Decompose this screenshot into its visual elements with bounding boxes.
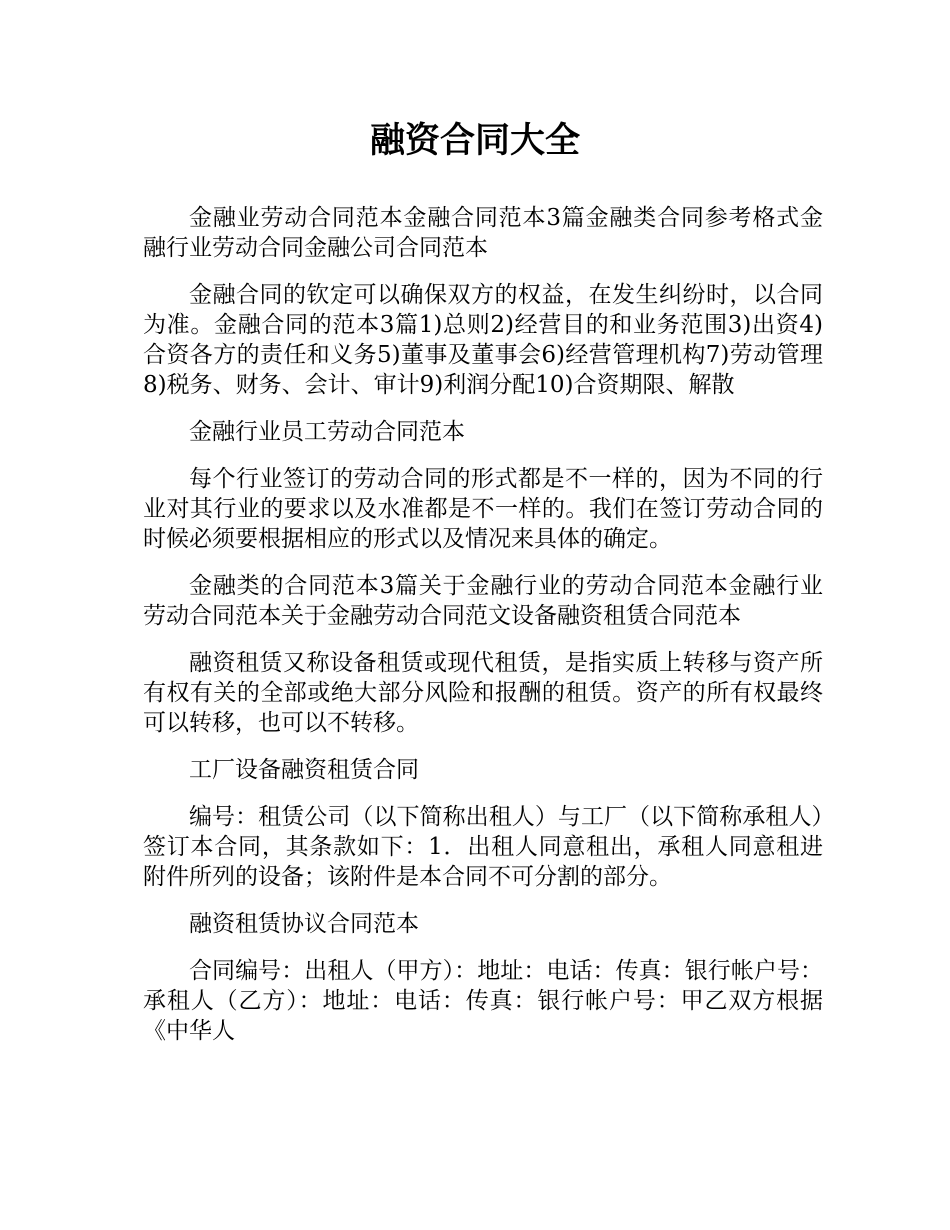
paragraph: 融资租赁协议合同范本 (189, 911, 419, 937)
paragraph: 金融类的合同范本3篇关于金融行业的劳动合同范本金融行业劳动合同范本关于金融劳动合同范文设备融资租赁合同范本 (143, 573, 823, 629)
paragraph: 合同编号：出租人（甲方）：地址：电话：传真：银行帐户号：承租人（乙方）：地址：电话：传真：银行帐户号：甲乙双方根据《中华人 (143, 958, 823, 1044)
paragraph: 金融合同的钦定可以确保双方的权益，在发生纠纷时，以合同为准。金融合同的范本3篇1)总则2)经营目的和业务范围3)出资4)合资各方的责任和义务5)董事及董事会6)经营管理机构7)劳动管理8)税务、财务、会计、审计9)利润分配10)合资期限、解散 (143, 282, 823, 398)
paragraph: 融资租赁又称设备租赁或现代租赁，是指实质上转移与资产所有权有关的全部或绝大部分风险和报酬的租赁。资产的所有权最终可以转移，也可以不转移。 (143, 650, 823, 736)
page-title: 融资合同大全 (369, 121, 580, 161)
document-body (143, 203, 823, 1063)
paragraph: 编号：租赁公司（以下简称出租人）与工厂（以下简称承租人）签订本合同，其条款如下：1．出租人同意租出，承租人同意租进附件所列的设备；该附件是本合同不可分割的部分。 (143, 804, 823, 890)
paragraph: 金融行业员工劳动合同范本 (189, 419, 465, 445)
paragraph: 每个行业签订的劳动合同的形式都是不一样的，因为不同的行业对其行业的要求以及水准都是不一样的。我们在签订劳动合同的时候必须要根据相应的形式以及情况来具体的确定。 (143, 466, 823, 552)
paragraph: 工厂设备融资租赁合同 (189, 757, 419, 783)
paragraph: 金融业劳动合同范本金融合同范本3篇金融类合同参考格式金融行业劳动合同金融公司合同范本 (143, 205, 823, 261)
